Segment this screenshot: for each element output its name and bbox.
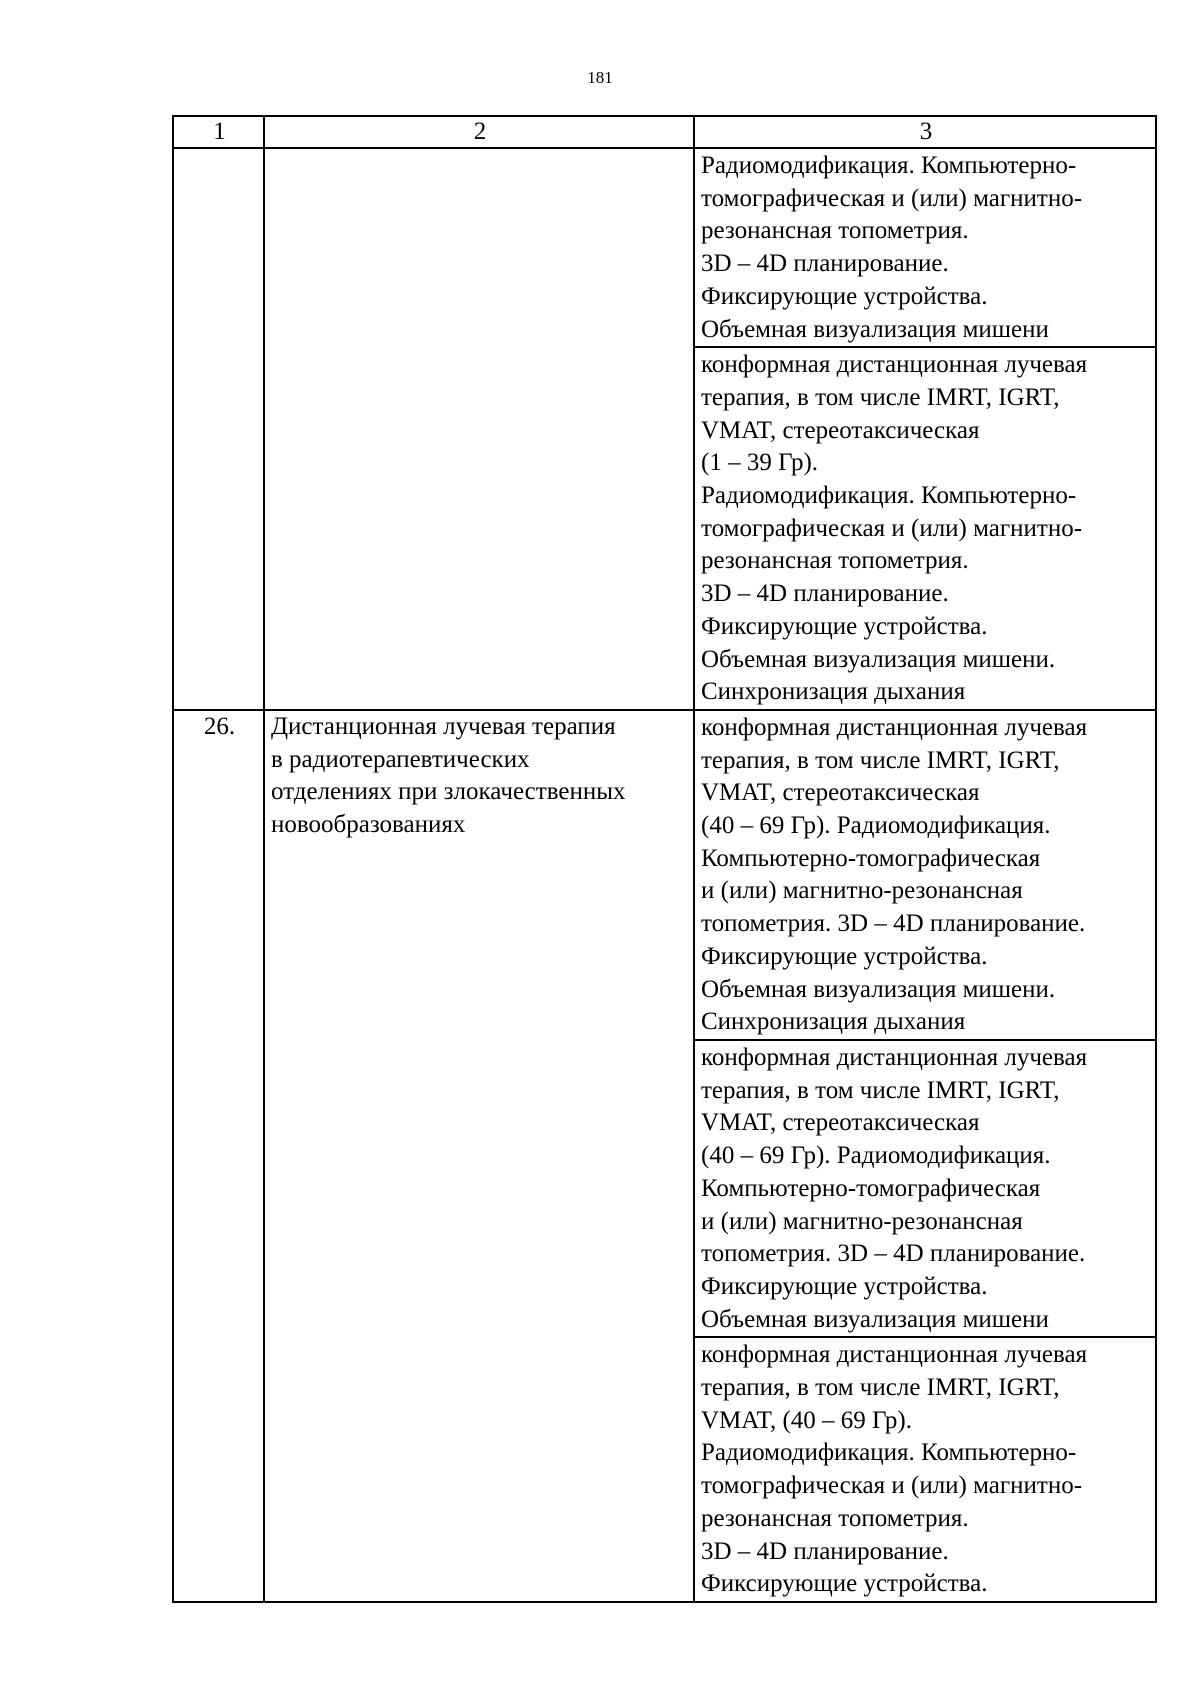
method-cell xyxy=(694,1337,1156,1602)
method-text: конформная дистанционная лучевая терапия, в том числе IMRT, IGRT, VMAT, стереотаксическая (40 – 69 Гр). Радиомодификация. Компьютерно-томографическая и (или) магнитно-резонансная топометрия. 3D – 4D планирование. Фиксирующие устройства. Объемная визуализация мишени xyxy=(701,1043,1088,1333)
services-table xyxy=(172,115,1157,1603)
row-number-cell: 26. xyxy=(173,710,264,1602)
table-header-row xyxy=(173,116,1156,148)
column-header-2: 2 xyxy=(264,116,694,148)
table-row xyxy=(173,710,1156,1040)
page-number: 181 xyxy=(587,68,613,87)
method-text: конформная дистанционная лучевая терапия, в том числе IMRT, IGRT, VMAT, стереотаксическая (40 – 69 Гр). Радиомодификация. Компьютерно-томографическая и (или) магнитно-резонансная топометрия. 3D – 4D планирование. Фиксирующие устройства. Объемная визуализация мишени. Синхронизация дыхания xyxy=(701,713,1088,1036)
method-cell xyxy=(694,710,1156,1040)
row-name-cell: Дистанционная лучевая терапия в радиотерапевтических отделениях при злокачественных новообразованиях xyxy=(264,710,694,1602)
method-text: конформная дистанционная лучевая терапия, в том числе IMRT, IGRT, VMAT, стереотаксическая (1 – 39 Гр). Радиомодификация. Компьютерно- томографическая и (или) магнитно- резонансная топометрия. 3D – 4D планирование. Фиксирующие устройства. Объемная визуализация мишени. Синхронизация дыхания xyxy=(701,351,1088,706)
method-cell xyxy=(694,1040,1156,1337)
method-cell xyxy=(694,347,1156,710)
row-number-cell xyxy=(173,148,264,710)
method-text: конформная дистанционная лучевая терапия, в том числе IMRT, IGRT, VMAT, (40 – 69 Гр). Радиомодификация. Компьютерно- томографическая и (или) магнитно- резонансная топометрия. 3D – 4D планирование. Фиксирующие устройства. xyxy=(701,1341,1088,1598)
table-row xyxy=(173,148,1156,347)
method-cell xyxy=(694,148,1156,347)
column-header-1: 1 xyxy=(173,116,264,148)
row-name-cell xyxy=(264,148,694,710)
method-text: Радиомодификация. Компьютерно- томографическая и (или) магнитно- резонансная топометрия. 3D – 4D планирование. Фиксирующие устройства. Объемная визуализация мишени xyxy=(701,152,1083,343)
column-header-3: 3 xyxy=(694,116,1156,148)
